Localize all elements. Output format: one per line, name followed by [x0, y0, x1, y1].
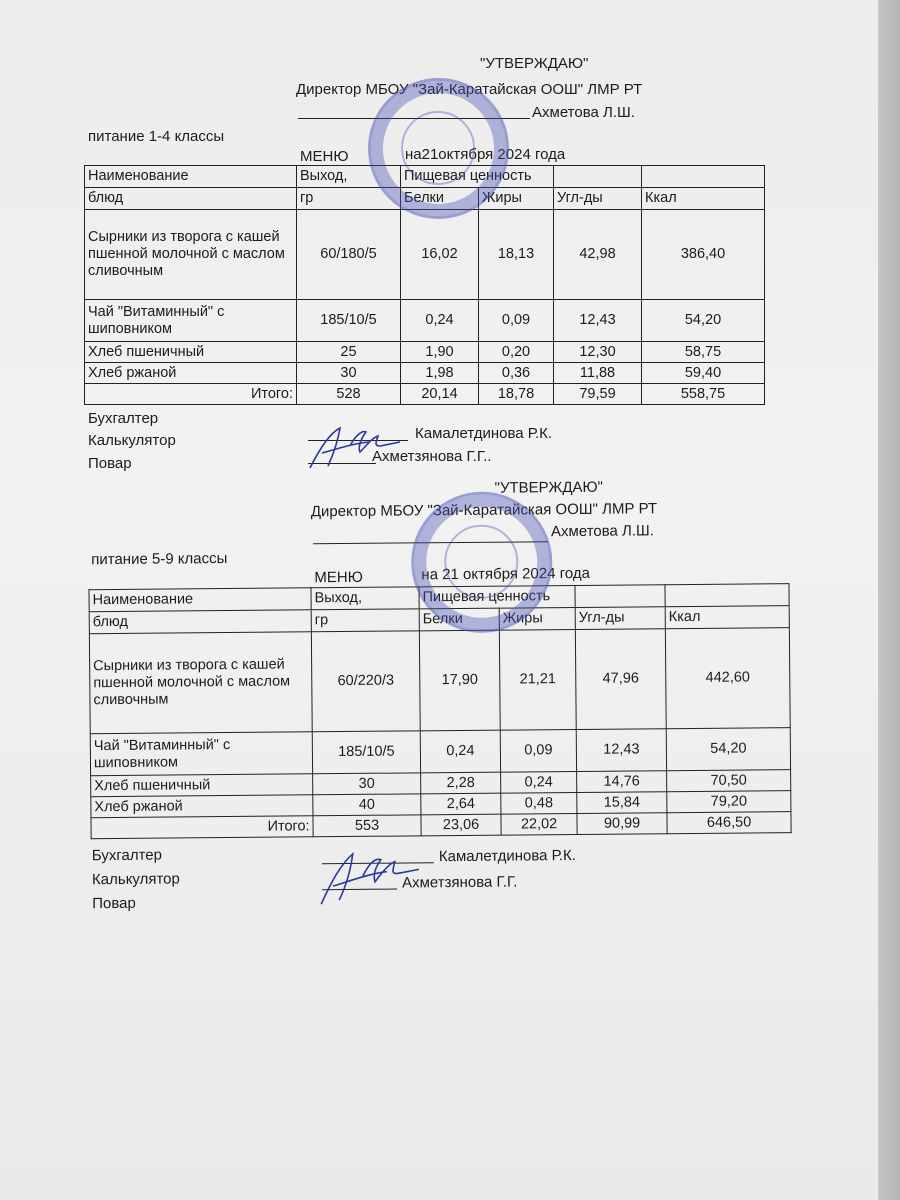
header-blank [554, 166, 642, 188]
director-name: Ахметова Л.Ш. [532, 104, 635, 121]
menu-title: МЕНЮ [300, 148, 349, 165]
header-blank [665, 584, 789, 607]
dish-fat: 21,21 [499, 629, 576, 730]
header-blank [642, 166, 765, 188]
menu-title: МЕНЮ [314, 568, 363, 587]
header-kcal: Ккал [665, 606, 789, 629]
dish-kcal: 386,40 [642, 210, 765, 300]
header-yield-unit: гр [311, 609, 419, 632]
accountant-name: Камалетдинова Р.К. [415, 425, 553, 442]
calculator-label: Калькулятор [91, 870, 180, 889]
dish-yield: 25 [297, 342, 401, 363]
header-nutrition: Пищевая ценность [401, 166, 554, 188]
header-protein: Белки [419, 608, 499, 631]
dish-protein: 0,24 [420, 730, 500, 773]
accountant-label: Бухгалтер [88, 410, 159, 427]
dish-kcal: 79,20 [667, 791, 791, 813]
total-fat: 18,78 [479, 384, 554, 405]
dish-yield: 60/220/3 [311, 631, 420, 732]
table-row [90, 728, 790, 776]
total-yield: 528 [297, 384, 401, 405]
header-blank [575, 585, 665, 608]
approve-heading: "УТВЕРЖДАЮ" [494, 478, 604, 497]
header-yield: Выход, [311, 587, 419, 610]
dish-protein: 2,64 [421, 793, 501, 815]
dish-fat: 0,20 [479, 342, 554, 363]
dish-kcal: 54,20 [666, 728, 790, 771]
dish-name: Сырники из творога с кашей пшенной молочной с маслом сливочным [89, 632, 312, 734]
dish-name: Хлеб пшеничный [85, 342, 297, 363]
director-line: Директор МБОУ "Зай-Каратайская ООШ" ЛМР РТ [310, 500, 658, 521]
table-row [89, 628, 790, 734]
dish-kcal: 70,50 [667, 770, 791, 792]
dish-name: Чай "Витаминный" с шиповником [90, 732, 312, 776]
total-protein: 20,14 [401, 384, 479, 405]
menu-section-5-9 [0, 412, 884, 920]
dish-protein: 16,02 [401, 210, 479, 300]
dish-name: Хлеб пшеничный [91, 774, 313, 797]
total-kcal: 646,50 [667, 812, 791, 834]
header-yield-unit: гр [297, 188, 401, 210]
director-line: Директор МБОУ "Зай-Каратайская ООШ" ЛМР РТ [296, 81, 643, 98]
header-kcal: Ккал [642, 188, 765, 210]
dish-carbs: 14,76 [577, 771, 667, 793]
cook-label: Повар [88, 455, 132, 472]
header-fat: Жиры [499, 607, 575, 630]
dish-yield: 60/180/5 [297, 210, 401, 300]
seal-stamp [411, 491, 553, 633]
dish-yield: 30 [313, 773, 421, 795]
cook-name: Ахметзянова Г.Г. [401, 873, 518, 892]
class-group: питание 1-4 классы [88, 128, 225, 145]
header-protein: Белки [401, 188, 479, 210]
total-yield: 553 [313, 815, 421, 837]
accountant-name: Камалетдинова Р.К. [438, 846, 576, 866]
dish-protein: 1,98 [401, 363, 479, 384]
total-carbs: 79,59 [554, 384, 642, 405]
dish-name: Сырники из творога с кашей пшенной молочной с маслом сливочным [85, 210, 297, 300]
seal-stamp [368, 78, 509, 219]
dish-fat: 0,24 [501, 771, 577, 793]
dish-fat: 0,36 [479, 363, 554, 384]
dish-name: Хлеб ржаной [85, 363, 297, 384]
total-fat: 22,02 [501, 813, 577, 835]
dish-fat: 0,09 [500, 729, 576, 772]
header-carbs: Угл-ды [575, 607, 665, 630]
dish-yield: 185/10/5 [312, 731, 420, 774]
header-name: Наименование [89, 588, 311, 612]
dish-carbs: 12,43 [576, 729, 666, 772]
dish-kcal: 59,40 [642, 363, 765, 384]
menu-date: на 21 октября 2024 года [421, 564, 590, 584]
header-name: Наименование [85, 166, 297, 188]
dish-carbs: 12,43 [554, 300, 642, 342]
dish-name: Чай "Витаминный" с шиповником [85, 300, 297, 342]
total-row [85, 384, 765, 405]
header-carbs: Угл-ды [554, 188, 642, 210]
dish-fat: 0,09 [479, 300, 554, 342]
dish-carbs: 15,84 [577, 792, 667, 814]
dish-carbs: 12,30 [554, 342, 642, 363]
dish-kcal: 58,75 [642, 342, 765, 363]
menu-date: на21октября 2024 года [405, 146, 566, 163]
total-carbs: 90,99 [577, 813, 667, 835]
dish-protein: 17,90 [419, 630, 500, 731]
calculator-label: Калькулятор [88, 432, 176, 449]
dish-protein: 0,24 [401, 300, 479, 342]
dish-fat: 0,48 [501, 792, 577, 814]
header-name-2: блюд [89, 610, 311, 634]
cook-name: Ахметзянова Г.Г.. [372, 448, 492, 465]
menu-table [88, 583, 791, 839]
dish-name: Хлеб ржаной [91, 795, 313, 818]
dish-protein: 1,90 [401, 342, 479, 363]
total-label: Итого: [85, 384, 297, 405]
accountant-label: Бухгалтер [91, 846, 163, 865]
total-protein: 23,06 [421, 814, 501, 836]
table-row [85, 363, 765, 384]
total-kcal: 558,75 [642, 384, 765, 405]
dish-carbs: 11,88 [554, 363, 642, 384]
dish-yield: 185/10/5 [297, 300, 401, 342]
dish-carbs: 42,98 [554, 210, 642, 300]
table-row [85, 300, 765, 342]
director-name: Ахметова Л.Ш. [550, 522, 655, 541]
dish-yield: 40 [313, 794, 421, 816]
dish-protein: 2,28 [421, 772, 501, 794]
dish-carbs: 47,96 [575, 629, 666, 730]
dish-kcal: 442,60 [665, 628, 790, 729]
dish-yield: 30 [297, 363, 401, 384]
class-group: питание 5-9 классы [91, 550, 228, 569]
approve-heading: "УТВЕРЖДАЮ" [480, 55, 589, 72]
cook-label: Повар [92, 894, 136, 913]
table-row [85, 342, 765, 363]
header-fat: Жиры [479, 188, 554, 210]
dish-fat: 18,13 [479, 210, 554, 300]
header-name-2: блюд [85, 188, 297, 210]
handwritten-signature [309, 841, 430, 912]
header-nutrition: Пищевая ценность [419, 585, 575, 608]
table-row [85, 210, 765, 300]
header-yield: Выход, [297, 166, 401, 188]
dish-kcal: 54,20 [642, 300, 765, 342]
total-label: Итого: [91, 816, 313, 839]
